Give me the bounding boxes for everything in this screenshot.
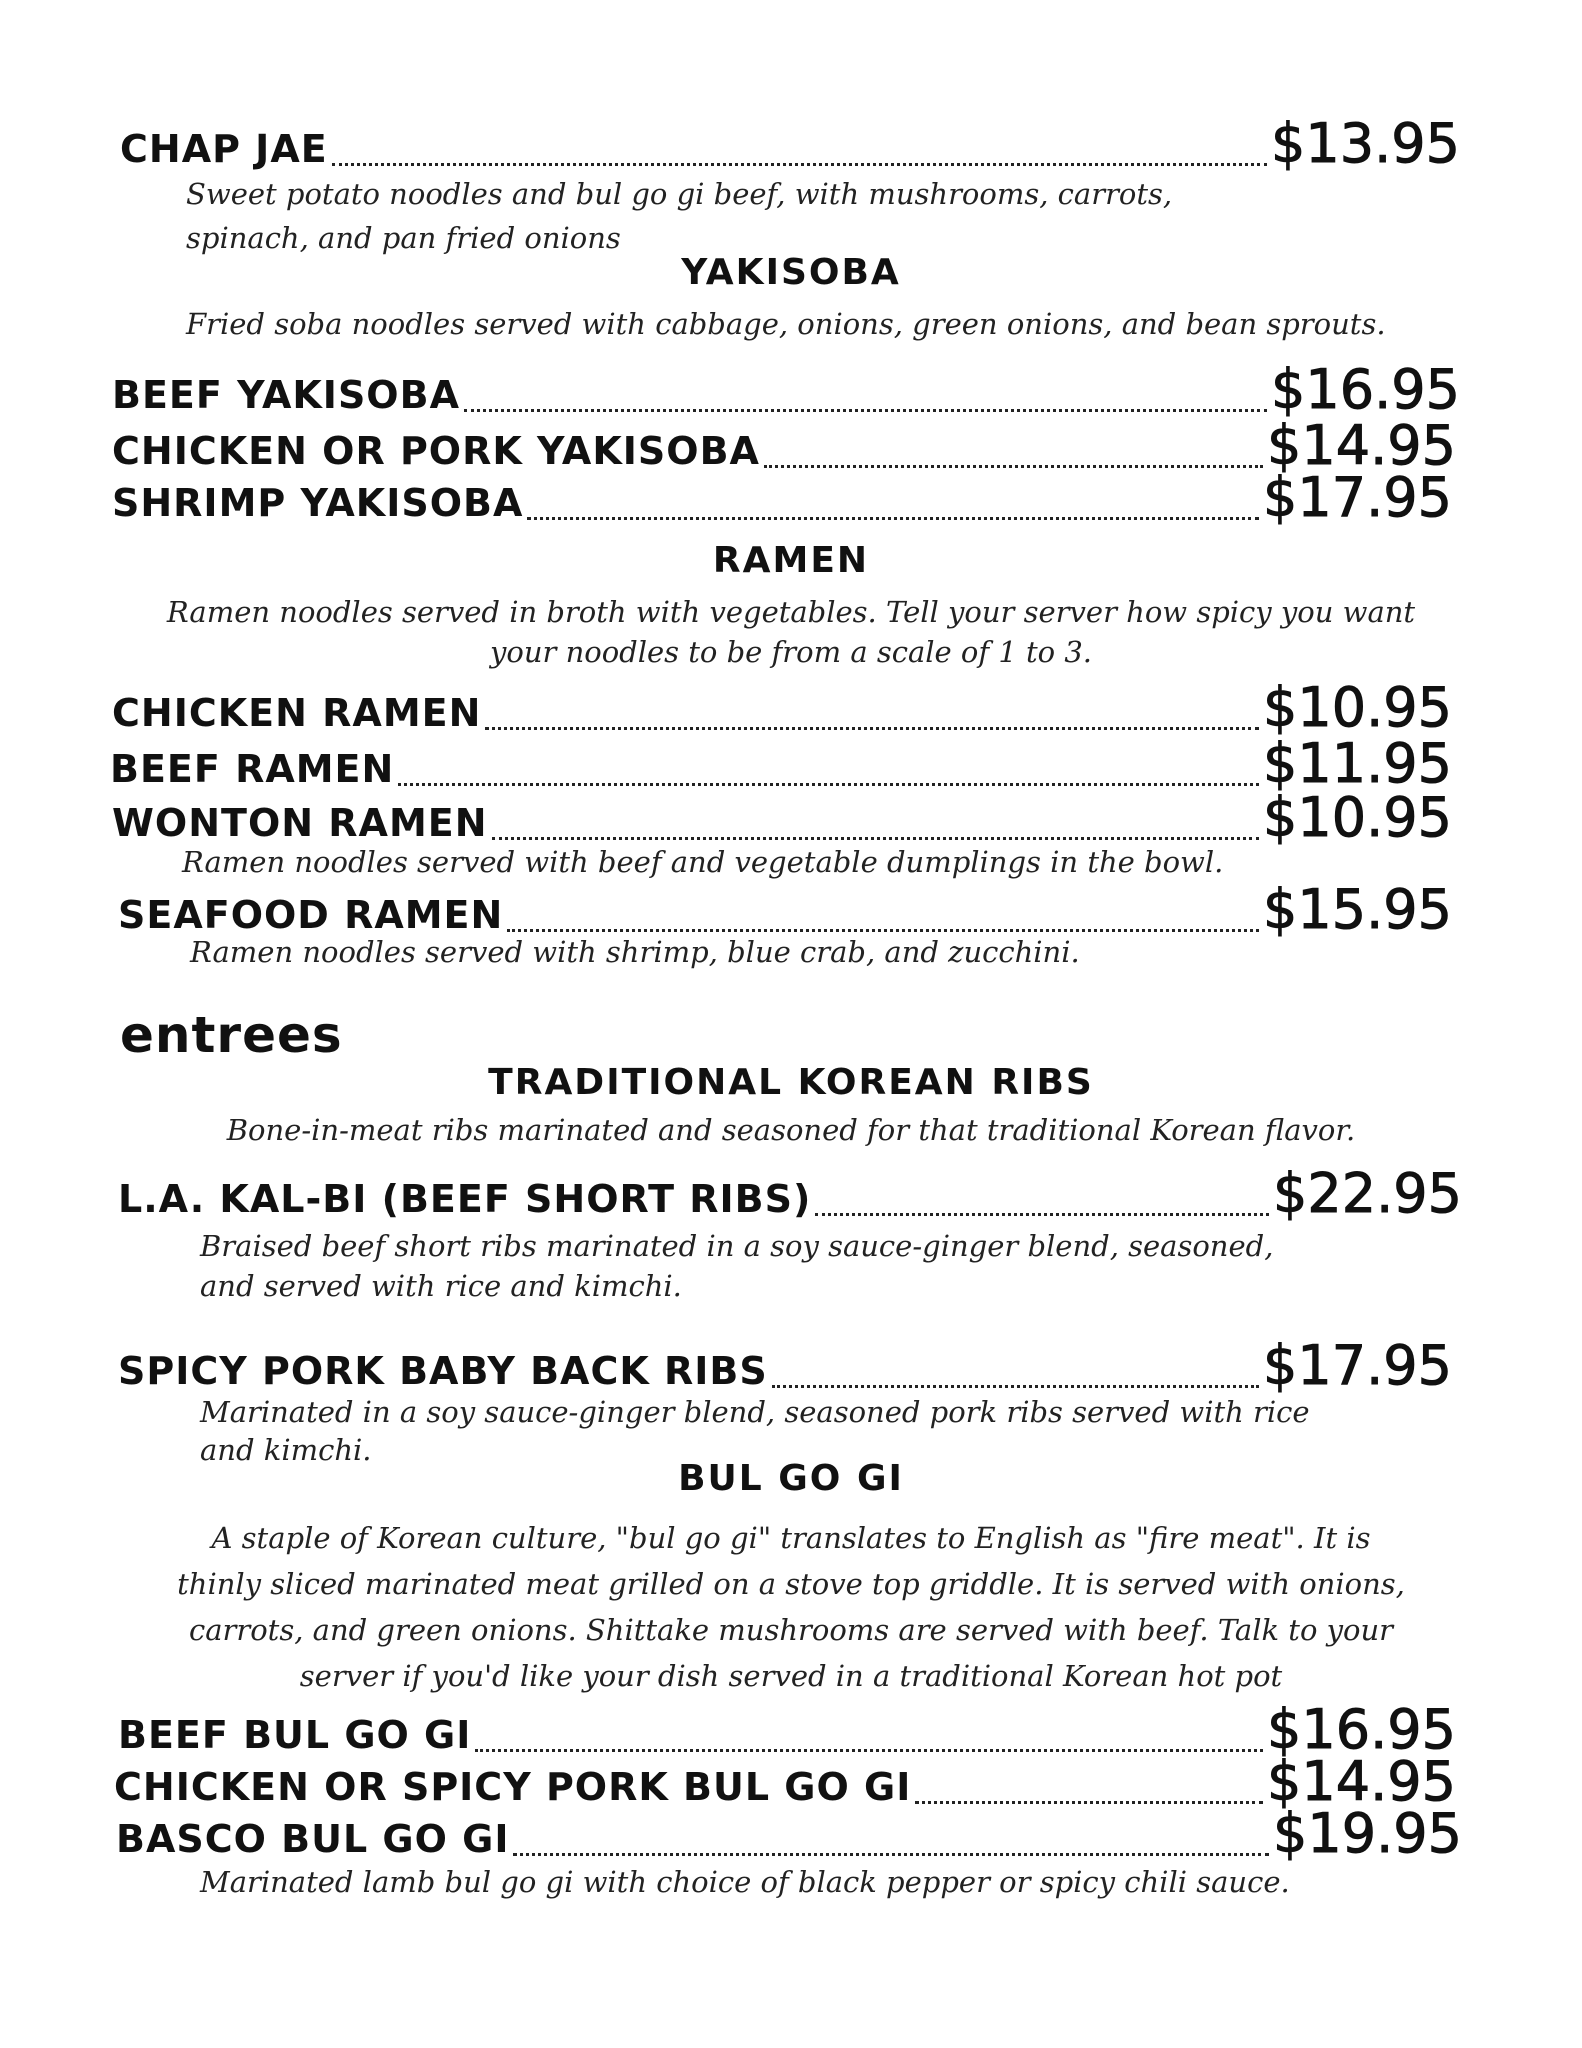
item-name: BEEF BUL GO GI [118, 1713, 472, 1757]
item-price: $19.95 [1273, 1802, 1462, 1865]
item-description: Marinated lamb bul go gi with choice of black pepper or spicy chili sauce. [200, 1865, 1290, 1899]
menu-item-beef-yakisoba [112, 358, 1460, 421]
item-price: $14.95 [1267, 1750, 1456, 1813]
item-name: BEEF RAMEN [110, 747, 395, 791]
item-name: BEEF YAKISOBA [112, 373, 460, 417]
dot-leader [772, 1385, 1259, 1388]
menu-item-chap-jae [120, 112, 1460, 175]
menu-item-la-kal-bi [118, 1162, 1462, 1225]
item-price: $16.95 [1271, 358, 1460, 421]
section-description: A staple of Korean culture, "bul go gi" translates to English as "fire meat". It is [211, 1521, 1371, 1555]
item-price: $10.95 [1263, 786, 1452, 849]
section-heading-bul-go-gi: BUL GO GI [678, 1458, 904, 1499]
item-description: Marinated in a soy sauce-ginger blend, seasoned pork ribs served with rice [200, 1395, 1310, 1429]
section-heading-yakisoba: YAKISOBA [681, 252, 901, 293]
item-description: Braised beef short ribs marinated in a soy sauce-ginger blend, seasoned, [200, 1229, 1274, 1263]
section-description: thinly sliced marinated meat grilled on a stove top griddle. It is served with onions, [177, 1567, 1405, 1601]
item-price: $15.95 [1263, 878, 1452, 941]
item-description: Ramen noodles served with beef and vegetable dumplings in the bowl. [182, 845, 1224, 879]
menu-item-shrimp-yakisoba [112, 466, 1452, 529]
dot-leader [815, 1213, 1269, 1216]
item-price: $14.95 [1267, 414, 1456, 477]
item-description: spinach, and pan fried onions [186, 221, 621, 255]
menu-item-chicken-ramen [112, 676, 1452, 739]
dot-leader [513, 1853, 1269, 1856]
section-heading-ramen: RAMEN [712, 540, 870, 581]
item-price: $10.95 [1263, 676, 1452, 739]
item-name: WONTON RAMEN [112, 801, 488, 845]
section-title-entrees: entrees [120, 1006, 343, 1064]
item-price: $11.95 [1263, 732, 1452, 795]
item-price: $22.95 [1273, 1162, 1462, 1225]
section-description: Ramen noodles served in broth with vegetables. Tell your server how spicy you want [166, 595, 1416, 629]
item-description: Sweet potato noodles and bul go gi beef, with mushrooms, carrots, [186, 177, 1173, 211]
menu-item-basco-bul-go-gi [116, 1802, 1462, 1865]
item-name: CHICKEN OR PORK YAKISOBA [112, 429, 760, 473]
item-name: CHAP JAE [120, 127, 328, 171]
dot-leader [527, 517, 1259, 520]
menu-item-spicy-pork-ribs [118, 1334, 1452, 1397]
item-description: Ramen noodles served with shrimp, blue crab, and zucchini. [190, 935, 1080, 969]
item-name: CHICKEN RAMEN [112, 691, 482, 735]
item-name: BASCO BUL GO GI [116, 1817, 510, 1861]
section-description: your noodles to be from a scale of 1 to 3. [489, 635, 1092, 669]
item-price: $17.95 [1263, 466, 1452, 529]
dot-leader [464, 409, 1267, 412]
section-heading-korean-ribs: TRADITIONAL KOREAN RIBS [488, 1062, 1094, 1103]
item-price: $13.95 [1271, 112, 1460, 175]
item-name: CHICKEN OR SPICY PORK BUL GO GI [114, 1765, 912, 1809]
item-description: and served with rice and kimchi. [200, 1269, 682, 1303]
section-description: Fried soba noodles served with cabbage, onions, green onions, and bean sprouts. [186, 307, 1386, 341]
item-name: SHRIMP YAKISOBA [112, 481, 524, 525]
dot-leader [332, 163, 1267, 166]
item-name: SPICY PORK BABY BACK RIBS [118, 1349, 768, 1393]
section-description: Bone-in-meat ribs marinated and seasoned for that traditional Korean flavor. [226, 1113, 1356, 1147]
dot-leader [485, 727, 1259, 730]
item-name: L.A. KAL-BI (BEEF SHORT RIBS) [118, 1177, 812, 1221]
section-description: server if you'd like your dish served in a traditional Korean hot pot [299, 1659, 1283, 1693]
item-name: SEAFOOD RAMEN [118, 893, 504, 937]
item-price: $17.95 [1263, 1334, 1452, 1397]
item-price: $16.95 [1267, 1698, 1456, 1761]
section-description: carrots, and green onions. Shittake mushrooms are served with beef. Talk to your [188, 1613, 1394, 1647]
item-description: and kimchi. [200, 1433, 372, 1467]
